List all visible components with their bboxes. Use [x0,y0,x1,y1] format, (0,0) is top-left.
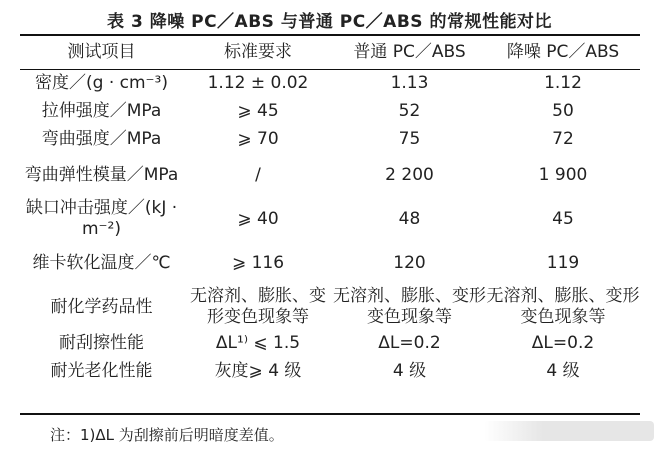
row-noise-reduced: 4 级 [546,360,580,381]
row-noise-reduced: ΔL=0.2 [531,332,595,353]
row-noise-reduced: 45 [552,208,574,229]
row-ordinary: ΔL=0.2 [378,332,441,353]
table-caption: 表 3 降噪 PC／ABS 与普通 PC／ABS 的常规性能对比 [107,12,552,32]
row-standard: ΔL¹⁾ ⩽ 1.5 [215,332,301,353]
header-standard: 标准要求 [224,42,292,62]
table-row [20,329,640,357]
table-row [20,357,640,385]
row-item: 耐化学药品性 [50,296,153,317]
row-ordinary: 120 [393,252,426,273]
bottom-rule [20,413,640,415]
row-item: 耐光老化性能 [50,360,153,381]
row-ordinary: 4 级 [392,360,427,381]
row-ordinary: 无溶剂、膨胀、变形变色现象等 [333,286,486,327]
row-item: 耐刮擦性能 [59,332,144,353]
row-standard: / [255,164,261,185]
table-footnote: 注：1)ΔL 为刮擦前后明暗度差值。 [50,426,284,444]
table-row [20,125,640,153]
table-row [20,197,640,241]
row-item: 缺口冲击强度／(kJ · m⁻²) [25,198,178,239]
row-noise-reduced: 119 [546,252,580,273]
row-standard: ⩾ 45 [237,100,279,121]
row-noise-reduced: 1 900 [538,164,588,185]
row-noise-reduced: 50 [552,100,574,121]
row-standard: 1.12 ± 0.02 [207,72,309,93]
row-standard: ⩾ 70 [237,128,279,149]
row-ordinary: 48 [398,208,421,229]
table-row [20,285,640,329]
row-ordinary: 52 [398,100,421,121]
row-ordinary: 1.13 [390,72,429,93]
header-noise-reduced: 降噪 PC／ABS [506,42,620,62]
row-standard: 无溶剂、膨胀、变形变色现象等 [190,286,326,327]
row-item: 拉伸强度／MPa [41,100,162,121]
row-item: 维卡软化温度／℃ [32,252,171,273]
table-row [20,97,640,125]
row-standard: ⩾ 116 [231,252,285,273]
row-ordinary: 75 [398,128,421,149]
row-standard: 灰度⩾ 4 级 [214,360,302,381]
table-row [20,241,640,285]
row-standard: ⩾ 40 [237,208,279,229]
table-row [20,69,640,97]
row-item: 弯曲强度／MPa [41,128,162,149]
row-noise-reduced: 1.12 [544,72,582,93]
row-noise-reduced: 72 [552,128,574,149]
row-item: 密度／(g · cm⁻³) [35,72,168,93]
row-noise-reduced: 无溶剂、膨胀、变形变色现象等 [486,286,640,327]
header-test-item: 测试项目 [67,42,136,62]
table-header-row [20,36,640,69]
row-ordinary: 2 200 [385,164,434,185]
row-item: 弯曲弹性模量／MPa [24,164,179,185]
header-ordinary: 普通 PC／ABS [353,42,466,62]
table-row [20,153,640,197]
properties-table [20,36,640,385]
watermark [484,421,654,441]
